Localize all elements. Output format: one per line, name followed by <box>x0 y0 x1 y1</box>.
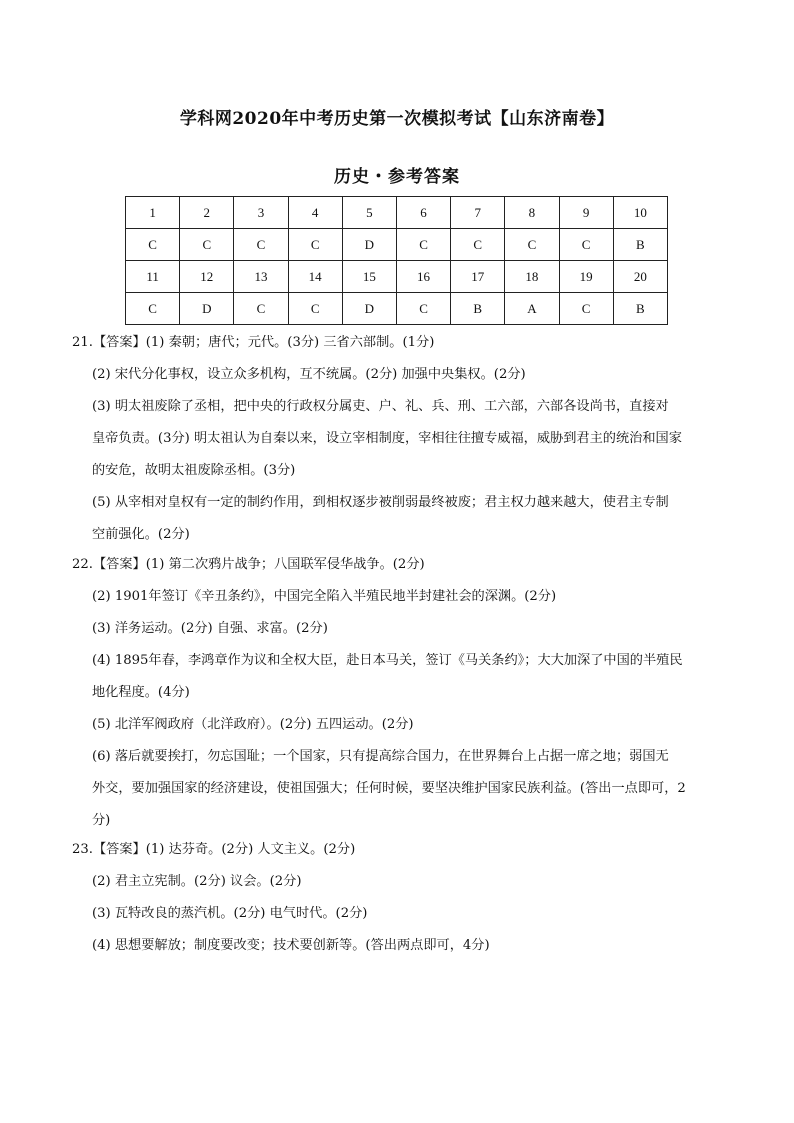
table-cell: 2 <box>180 197 234 229</box>
table-cell: D <box>342 293 396 325</box>
table-cell: C <box>126 293 180 325</box>
answer-line: 外交，要加强国家的经济建设，使祖国强大；任何时候，要坚决维护国家民族利益。(答出一点即可，2 <box>92 781 686 796</box>
table-cell: C <box>559 293 613 325</box>
answer-text: 【答案】(1) 达芬奇。(2分) 人文主义。(2分) <box>92 842 356 857</box>
table-cell: 16 <box>396 261 450 293</box>
answer-line <box>72 549 732 581</box>
answer-line: (2) 宋代分化事权，设立众多机构，互不统属。(2分) 加强中央集权。(2分) <box>92 367 526 382</box>
answer-subtitle: 历史・参考答案 <box>334 167 460 187</box>
table-cell: 8 <box>505 197 559 229</box>
table-cell: 19 <box>559 261 613 293</box>
answer-line: (2) 君主立宪制。(2分) 议会。(2分) <box>92 874 302 889</box>
table-cell: 12 <box>180 261 234 293</box>
table-cell: 5 <box>342 197 396 229</box>
table-cell: C <box>396 229 450 261</box>
question-number: 22. <box>72 557 93 572</box>
answer-line: (5) 从宰相对皇权有一定的制约作用，到相权逐步被削弱最终被废；君主权力越来越大，使君主专制 <box>92 495 669 510</box>
question-21 <box>72 327 732 551</box>
answer-line: (5) 北洋军阀政府（北洋政府）。(2分) 五四运动。(2分) <box>92 717 414 732</box>
question-23 <box>72 834 732 962</box>
table-row <box>126 293 668 325</box>
table-cell: B <box>613 293 667 325</box>
table-cell: 3 <box>234 197 288 229</box>
table-row <box>126 229 668 261</box>
table-cell: 20 <box>613 261 667 293</box>
page-title: 学科网2020年中考历史第一次模拟考试【山东济南卷】 <box>179 109 615 129</box>
answer-line: 分) <box>92 813 111 828</box>
answer-table <box>125 196 668 325</box>
answer-line: 皇帝负责。(3分) 明太祖认为自秦以来，设立宰相制度，宰相往往擅专威福，威胁到君主的统治和国家 <box>92 431 682 446</box>
table-cell: C <box>288 229 342 261</box>
question-22 <box>72 549 732 837</box>
answer-line: (3) 瓦特改良的蒸汽机。(2分) 电气时代。(2分) <box>92 906 368 921</box>
answer-line: (3) 洋务运动。(2分) 自强、求富。(2分) <box>92 621 328 636</box>
table-cell: C <box>505 229 559 261</box>
table-row <box>126 197 668 229</box>
table-cell: 7 <box>451 197 505 229</box>
question-number: 23. <box>72 842 93 857</box>
table-cell: C <box>234 229 288 261</box>
table-cell: 10 <box>613 197 667 229</box>
table-cell: C <box>180 229 234 261</box>
table-cell: C <box>126 229 180 261</box>
table-cell: 1 <box>126 197 180 229</box>
table-cell: B <box>613 229 667 261</box>
answer-line <box>72 834 732 866</box>
answer-line: (4) 1895年春，李鸿章作为议和全权大臣，赴日本马关，签订《马关条约》；大大加深了中国的半殖民 <box>92 653 683 668</box>
table-cell: 4 <box>288 197 342 229</box>
table-cell: 17 <box>451 261 505 293</box>
table-cell: 18 <box>505 261 559 293</box>
answer-line: (3) 明太祖废除了丞相，把中央的行政权分属吏、户、礼、兵、刑、工六部，六部各设尚书，直接对 <box>92 399 669 414</box>
table-cell: 13 <box>234 261 288 293</box>
table-cell: C <box>451 229 505 261</box>
table-cell: C <box>396 293 450 325</box>
table-cell: C <box>288 293 342 325</box>
table-cell: 14 <box>288 261 342 293</box>
table-cell: 15 <box>342 261 396 293</box>
table-cell: B <box>451 293 505 325</box>
table-cell: D <box>180 293 234 325</box>
table-cell: D <box>342 229 396 261</box>
answer-line: (6) 落后就要挨打，勿忘国耻；一个国家，只有提高综合国力，在世界舞台上占据一席之地；弱国无 <box>92 749 669 764</box>
table-cell: C <box>559 229 613 261</box>
answer-line: 的安危，故明太祖废除丞相。(3分) <box>92 463 296 478</box>
table-cell: 6 <box>396 197 450 229</box>
answer-text: 【答案】(1) 第二次鸦片战争；八国联军侵华战争。(2分) <box>92 557 425 572</box>
answer-text: 【答案】(1) 秦朝；唐代；元代。(3分) 三省六部制。(1分) <box>92 335 435 350</box>
table-cell: C <box>234 293 288 325</box>
answer-line <box>72 327 732 359</box>
table-cell: 9 <box>559 197 613 229</box>
question-number: 21. <box>72 335 93 350</box>
table-cell: 11 <box>126 261 180 293</box>
answer-line: (4) 思想要解放；制度要改变；技术要创新等。(答出两点即可，4分) <box>92 938 490 953</box>
table-row <box>126 261 668 293</box>
answer-line: 空前强化。(2分) <box>92 527 190 542</box>
answer-line: (2) 1901年签订《辛丑条约》，中国完全陷入半殖民地半封建社会的深渊。(2分) <box>92 589 557 604</box>
table-cell: A <box>505 293 559 325</box>
answer-line: 地化程度。(4分) <box>92 685 190 700</box>
